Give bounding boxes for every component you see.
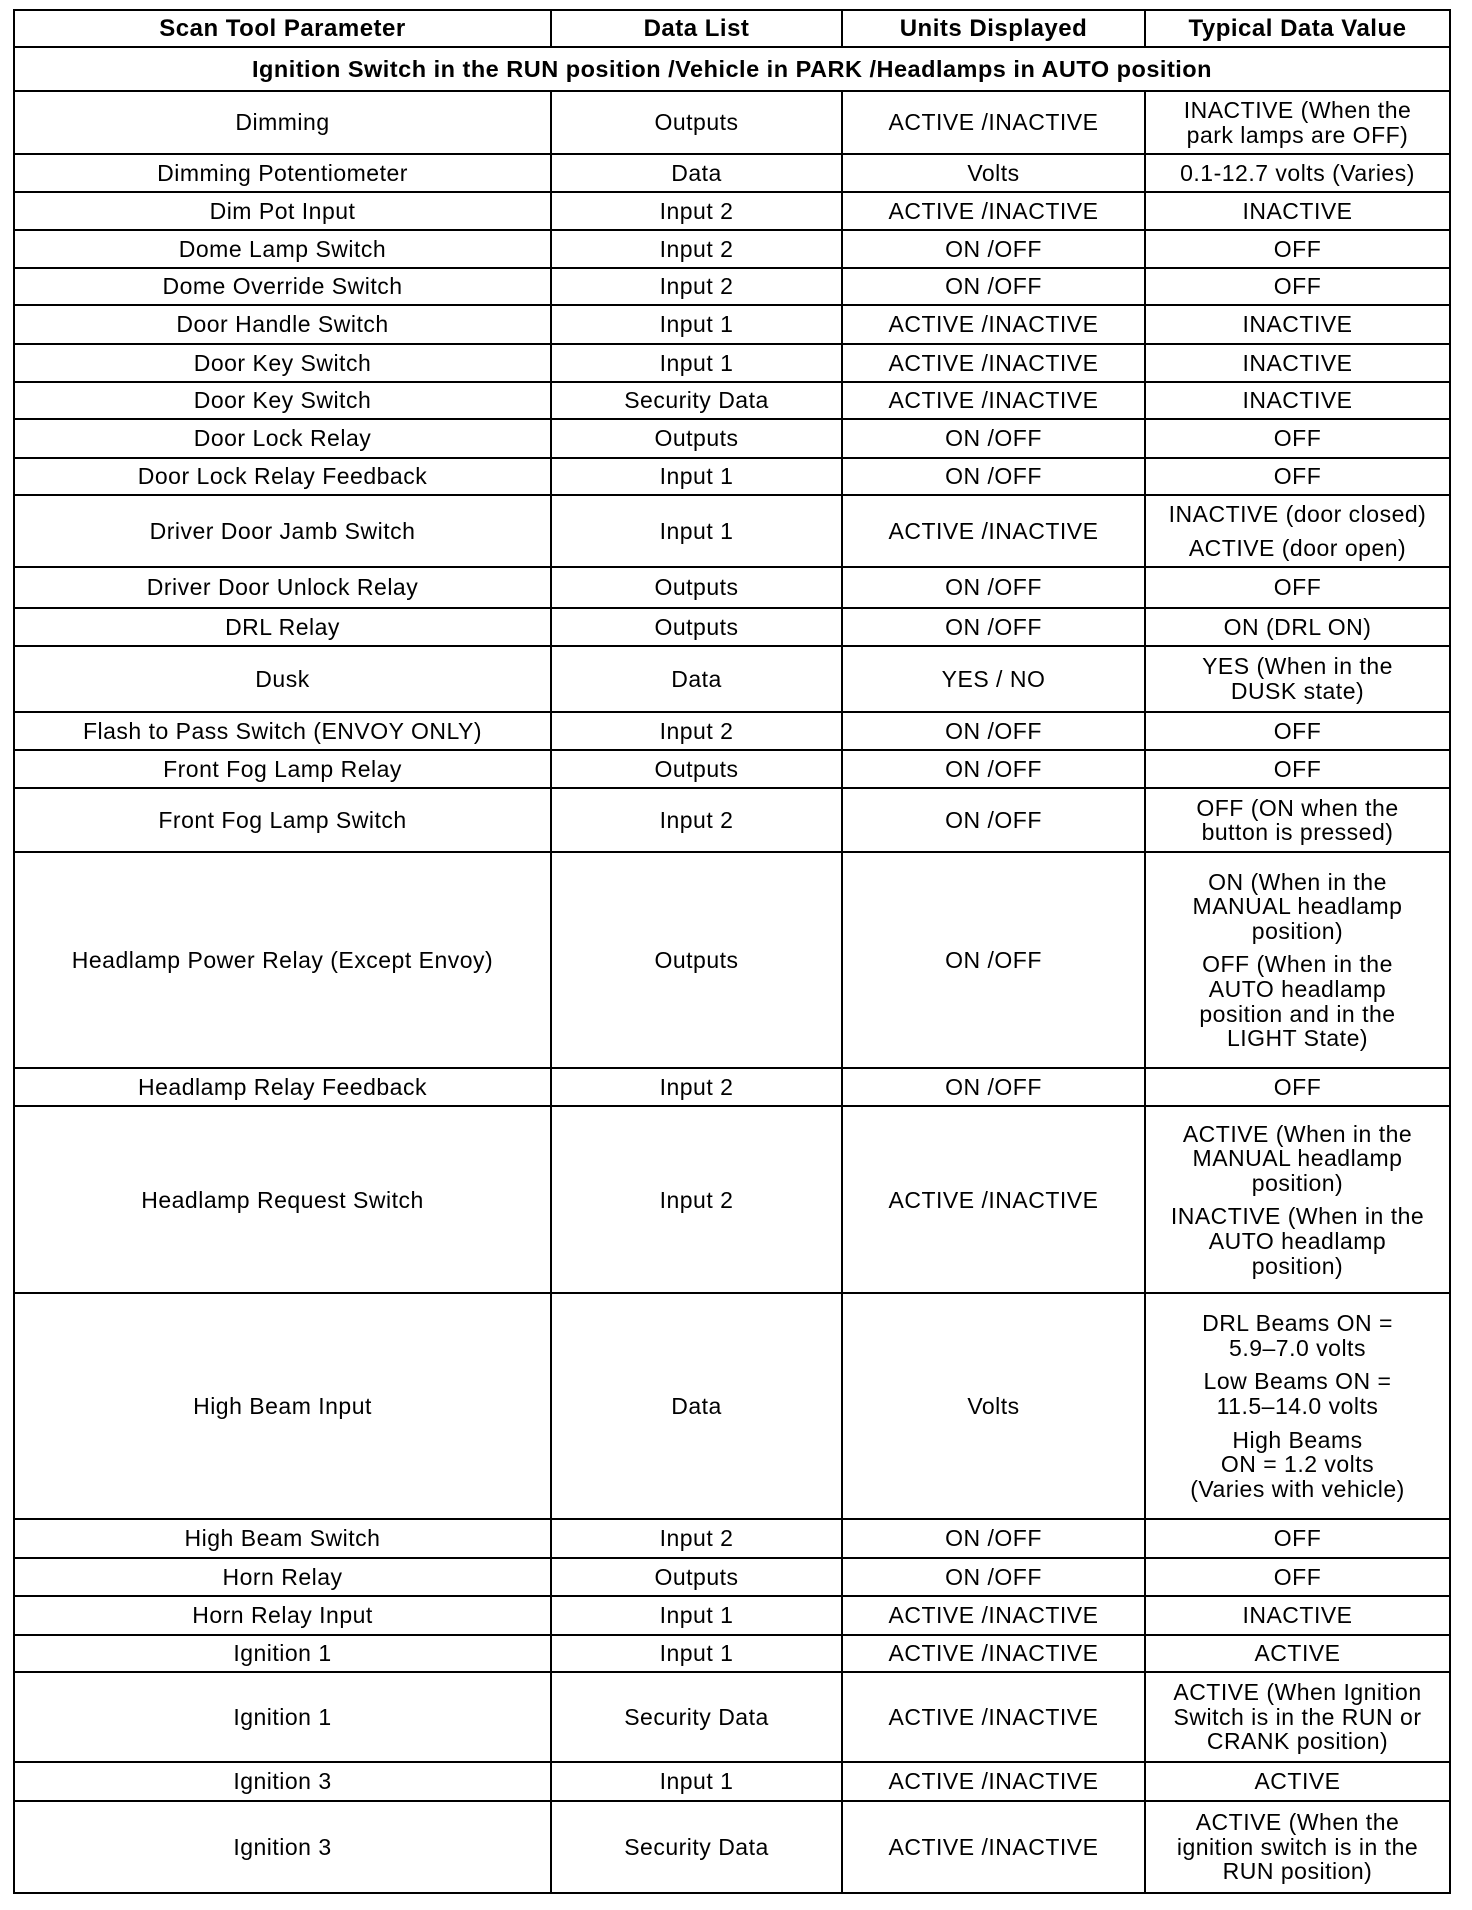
typical-value-cell: [1145, 458, 1450, 495]
typical-value-line: DRL Beams ON =: [1202, 1310, 1393, 1337]
data-list-cell: Security Data: [551, 1801, 842, 1893]
table-row: [14, 419, 1450, 457]
parameter-cell: Horn Relay: [14, 1558, 551, 1596]
typical-value-line: position): [1251, 1169, 1344, 1196]
typical-value-line: RUN position): [1222, 1858, 1373, 1885]
header-units-displayed: Units Displayed: [842, 10, 1145, 47]
table-row: [14, 1635, 1450, 1672]
typical-value-line: 11.5–14.0 volts: [1216, 1393, 1379, 1420]
parameter-cell: Door Lock Relay Feedback: [14, 458, 551, 495]
typical-value-cell: [1145, 1635, 1450, 1672]
data-list-cell: Input 1: [551, 1762, 842, 1800]
typical-value-line: ON (DRL ON): [1223, 613, 1372, 640]
typical-value-paragraph: [1150, 1075, 1445, 1100]
typical-value-line: button is pressed): [1201, 819, 1394, 846]
table-row: [14, 305, 1450, 343]
typical-value-paragraph: [1150, 1641, 1445, 1666]
typical-value-line: INACTIVE (When in the: [1170, 1203, 1425, 1230]
units-cell: ON /OFF: [842, 230, 1145, 268]
units-cell: ON /OFF: [842, 458, 1145, 495]
data-list-cell: Outputs: [551, 608, 842, 646]
typical-value-line: OFF: [1273, 273, 1322, 300]
typical-value-paragraph: [1150, 1769, 1445, 1794]
units-cell: ON /OFF: [842, 608, 1145, 646]
units-cell: ON /OFF: [842, 1519, 1145, 1557]
parameter-cell: Door Handle Switch: [14, 305, 551, 343]
typical-value-paragraph: [1150, 1603, 1445, 1628]
units-cell: ON /OFF: [842, 1558, 1145, 1596]
typical-value-line: OFF: [1273, 717, 1322, 744]
typical-value-cell: [1145, 1068, 1450, 1106]
data-list-cell: Data: [551, 646, 842, 711]
table-row: [14, 788, 1450, 852]
typical-value-line: AUTO headlamp: [1208, 975, 1387, 1002]
data-list-cell: Input 2: [551, 1519, 842, 1557]
typical-value-paragraph: [1150, 1565, 1445, 1590]
table-row: [14, 1558, 1450, 1596]
units-cell: ACTIVE /INACTIVE: [842, 1762, 1145, 1800]
typical-value-line: INACTIVE: [1242, 349, 1353, 376]
typical-value-line: ACTIVE (When Ignition: [1173, 1679, 1422, 1706]
units-cell: ON /OFF: [842, 1068, 1145, 1106]
typical-value-paragraph: [1150, 796, 1445, 845]
table-row: [14, 268, 1450, 305]
table-row: [14, 1801, 1450, 1893]
table-row: [14, 230, 1450, 268]
table-row: [14, 646, 1450, 711]
data-list-cell: Outputs: [551, 91, 842, 154]
typical-value-cell: [1145, 382, 1450, 419]
typical-value-line: ON = 1.2 volts: [1220, 1451, 1375, 1478]
typical-value-paragraph: [1150, 199, 1445, 224]
parameter-cell: Door Lock Relay: [14, 419, 551, 457]
data-list-cell: Input 1: [551, 344, 842, 382]
typical-value-line: ACTIVE: [1254, 1639, 1341, 1666]
parameter-cell: Dimming: [14, 91, 551, 154]
table-row: [14, 608, 1450, 646]
table-row: [14, 495, 1450, 567]
typical-value-cell: [1145, 154, 1450, 192]
table-row: [14, 567, 1450, 608]
typical-value-line: park lamps are OFF): [1186, 121, 1409, 148]
parameter-cell: Dim Pot Input: [14, 192, 551, 229]
units-cell: ACTIVE /INACTIVE: [842, 1672, 1145, 1763]
typical-value-cell: [1145, 1762, 1450, 1800]
data-list-cell: Outputs: [551, 750, 842, 788]
typical-value-cell: [1145, 1519, 1450, 1557]
data-list-cell: Outputs: [551, 1558, 842, 1596]
table-row: [14, 1106, 1450, 1293]
typical-value-paragraph: [1150, 575, 1445, 600]
parameter-cell: Dusk: [14, 646, 551, 711]
typical-value-cell: [1145, 712, 1450, 750]
typical-value-cell: [1145, 1293, 1450, 1519]
data-list-cell: Input 2: [551, 788, 842, 852]
parameter-cell: Ignition 1: [14, 1672, 551, 1763]
units-cell: ON /OFF: [842, 268, 1145, 305]
typical-value-cell: [1145, 567, 1450, 608]
data-list-cell: Input 1: [551, 1596, 842, 1634]
typical-value-line: INACTIVE: [1242, 197, 1353, 224]
typical-value-line: OFF: [1273, 425, 1322, 452]
typical-value-line: ACTIVE: [1254, 1768, 1341, 1795]
condition-cell: Ignition Switch in the RUN position /Vehicle in PARK /Headlamps in AUTO position: [14, 47, 1450, 91]
parameter-cell: Front Fog Lamp Relay: [14, 750, 551, 788]
typical-value-cell: [1145, 419, 1450, 457]
typical-value-paragraph: [1150, 1680, 1445, 1754]
typical-value-paragraph: [1150, 312, 1445, 337]
typical-value-line: YES (When in the: [1202, 653, 1393, 680]
data-list-cell: Input 2: [551, 1068, 842, 1106]
typical-value-paragraph: [1150, 464, 1445, 489]
table-body: [14, 47, 1450, 1893]
units-cell: ACTIVE /INACTIVE: [842, 495, 1145, 567]
typical-value-line: INACTIVE: [1242, 1602, 1353, 1629]
table-row: [14, 1672, 1450, 1763]
table-row: [14, 750, 1450, 788]
table-row: [14, 344, 1450, 382]
units-cell: ACTIVE /INACTIVE: [842, 91, 1145, 154]
table-row: [14, 154, 1450, 192]
typical-value-line: OFF: [1273, 1073, 1322, 1100]
table-row: [14, 852, 1450, 1068]
typical-value-line: OFF: [1273, 574, 1322, 601]
typical-value-cell: [1145, 1672, 1450, 1763]
parameter-cell: DRL Relay: [14, 608, 551, 646]
typical-value-paragraph: [1150, 1810, 1445, 1884]
data-list-cell: Security Data: [551, 382, 842, 419]
typical-value-cell: [1145, 788, 1450, 852]
table-row: [14, 382, 1450, 419]
typical-value-paragraph: [1150, 351, 1445, 376]
parameter-cell: High Beam Switch: [14, 1519, 551, 1557]
scan-tool-data-table: [13, 9, 1451, 1894]
typical-value-paragraph: [1150, 388, 1445, 413]
typical-value-line: ON (When in the: [1208, 868, 1387, 895]
condition-row: [14, 47, 1450, 91]
units-cell: ACTIVE /INACTIVE: [842, 1801, 1145, 1893]
data-list-cell: Input 2: [551, 192, 842, 229]
units-cell: ACTIVE /INACTIVE: [842, 1596, 1145, 1634]
typical-value-paragraph: [1150, 1311, 1445, 1360]
table-row: [14, 1293, 1450, 1519]
parameter-cell: Ignition 3: [14, 1801, 551, 1893]
units-cell: ON /OFF: [842, 567, 1145, 608]
typical-value-paragraph: [1150, 952, 1445, 1050]
parameter-cell: Ignition 3: [14, 1762, 551, 1800]
data-list-cell: Input 2: [551, 268, 842, 305]
parameter-cell: Door Key Switch: [14, 344, 551, 382]
typical-value-paragraph: [1150, 1204, 1445, 1278]
typical-value-cell: [1145, 344, 1450, 382]
typical-value-cell: [1145, 495, 1450, 567]
parameter-cell: Headlamp Power Relay (Except Envoy): [14, 852, 551, 1068]
units-cell: ACTIVE /INACTIVE: [842, 192, 1145, 229]
data-list-cell: Input 2: [551, 230, 842, 268]
units-cell: ON /OFF: [842, 419, 1145, 457]
table-row: [14, 712, 1450, 750]
typical-value-line: 0.1-12.7 volts (Varies): [1180, 159, 1415, 186]
typical-value-cell: [1145, 305, 1450, 343]
typical-value-paragraph: [1150, 1369, 1445, 1418]
typical-value-paragraph: [1150, 615, 1445, 640]
data-list-cell: Input 1: [551, 495, 842, 567]
units-cell: ACTIVE /INACTIVE: [842, 305, 1145, 343]
parameter-cell: Door Key Switch: [14, 382, 551, 419]
parameter-cell: Driver Door Unlock Relay: [14, 567, 551, 608]
typical-value-line: DUSK state): [1230, 678, 1365, 705]
parameter-cell: Headlamp Request Switch: [14, 1106, 551, 1293]
header-scan-tool-parameter: Scan Tool Parameter: [14, 10, 551, 47]
data-list-cell: Input 1: [551, 305, 842, 343]
table-row: [14, 1519, 1450, 1557]
typical-value-line: INACTIVE (When the: [1183, 97, 1412, 124]
typical-value-paragraph: [1150, 1526, 1445, 1551]
parameter-cell: Dome Lamp Switch: [14, 230, 551, 268]
data-list-cell: Outputs: [551, 567, 842, 608]
typical-value-line: 5.9–7.0 volts: [1229, 1334, 1366, 1361]
units-cell: ON /OFF: [842, 788, 1145, 852]
parameter-cell: Dome Override Switch: [14, 268, 551, 305]
typical-value-line: OFF (When in the: [1202, 951, 1393, 978]
typical-value-paragraph: [1150, 654, 1445, 703]
parameter-cell: Ignition 1: [14, 1635, 551, 1672]
units-cell: ACTIVE /INACTIVE: [842, 382, 1145, 419]
typical-value-paragraph: [1150, 426, 1445, 451]
typical-value-cell: [1145, 192, 1450, 229]
typical-value-line: position): [1251, 1252, 1344, 1279]
typical-value-line: OFF: [1273, 1525, 1322, 1552]
table-header-row: [14, 10, 1450, 47]
typical-value-line: OFF: [1273, 235, 1322, 262]
units-cell: YES / NO: [842, 646, 1145, 711]
data-list-cell: Data: [551, 1293, 842, 1519]
typical-value-cell: [1145, 852, 1450, 1068]
typical-value-line: INACTIVE: [1242, 387, 1353, 414]
typical-value-line: AUTO headlamp: [1208, 1227, 1387, 1254]
typical-value-paragraph: [1150, 502, 1445, 527]
typical-value-line: ignition switch is in the: [1176, 1833, 1419, 1860]
typical-value-line: MANUAL headlamp: [1192, 1145, 1403, 1172]
typical-value-line: OFF: [1273, 463, 1322, 490]
parameter-cell: Front Fog Lamp Switch: [14, 788, 551, 852]
typical-value-paragraph: [1150, 870, 1445, 944]
units-cell: ACTIVE /INACTIVE: [842, 344, 1145, 382]
typical-value-line: High Beams: [1232, 1426, 1363, 1453]
typical-value-line: ACTIVE (When the: [1195, 1808, 1400, 1835]
typical-value-line: OFF: [1273, 1563, 1322, 1590]
parameter-cell: Headlamp Relay Feedback: [14, 1068, 551, 1106]
typical-value-paragraph: [1150, 237, 1445, 262]
typical-value-line: ACTIVE (When in the: [1182, 1120, 1413, 1147]
typical-value-paragraph: [1150, 1428, 1445, 1502]
typical-value-line: Switch is in the RUN or: [1173, 1703, 1422, 1730]
typical-value-cell: [1145, 1596, 1450, 1634]
units-cell: ACTIVE /INACTIVE: [842, 1635, 1145, 1672]
units-cell: ACTIVE /INACTIVE: [842, 1106, 1145, 1293]
data-list-cell: Outputs: [551, 419, 842, 457]
data-list-cell: Input 1: [551, 1635, 842, 1672]
header-typical-data-value: Typical Data Value: [1145, 10, 1450, 47]
units-cell: Volts: [842, 154, 1145, 192]
typical-value-line: ACTIVE (door open): [1188, 534, 1407, 561]
data-list-cell: Security Data: [551, 1672, 842, 1763]
typical-value-cell: [1145, 1801, 1450, 1893]
typical-value-paragraph: [1150, 98, 1445, 147]
parameter-cell: Flash to Pass Switch (ENVOY ONLY): [14, 712, 551, 750]
data-list-cell: Outputs: [551, 852, 842, 1068]
parameter-cell: Driver Door Jamb Switch: [14, 495, 551, 567]
units-cell: ON /OFF: [842, 712, 1145, 750]
typical-value-paragraph: [1150, 1122, 1445, 1196]
parameter-cell: High Beam Input: [14, 1293, 551, 1519]
data-list-cell: Data: [551, 154, 842, 192]
units-cell: ON /OFF: [842, 852, 1145, 1068]
typical-value-paragraph: [1150, 719, 1445, 744]
typical-value-line: position): [1251, 917, 1344, 944]
typical-value-cell: [1145, 91, 1450, 154]
typical-value-line: position and in the: [1199, 1000, 1396, 1027]
typical-value-line: (Varies with vehicle): [1190, 1475, 1405, 1502]
typical-value-line: OFF (ON when the: [1196, 794, 1399, 821]
units-cell: ON /OFF: [842, 750, 1145, 788]
typical-value-cell: [1145, 1558, 1450, 1596]
typical-value-paragraph: [1150, 161, 1445, 186]
table-row: [14, 1596, 1450, 1634]
table-row: [14, 91, 1450, 154]
table-row: [14, 458, 1450, 495]
parameter-cell: Dimming Potentiometer: [14, 154, 551, 192]
typical-value-cell: [1145, 230, 1450, 268]
typical-value-cell: [1145, 646, 1450, 711]
typical-value-line: MANUAL headlamp: [1192, 893, 1403, 920]
parameter-cell: Horn Relay Input: [14, 1596, 551, 1634]
typical-value-line: INACTIVE (door closed): [1168, 501, 1427, 528]
header-data-list: Data List: [551, 10, 842, 47]
typical-value-cell: [1145, 268, 1450, 305]
typical-value-line: OFF: [1273, 755, 1322, 782]
units-cell: Volts: [842, 1293, 1145, 1519]
typical-value-cell: [1145, 750, 1450, 788]
data-list-cell: Input 2: [551, 712, 842, 750]
typical-value-paragraph: [1150, 536, 1445, 561]
typical-value-line: INACTIVE: [1242, 311, 1353, 338]
typical-value-line: CRANK position): [1206, 1728, 1389, 1755]
typical-value-line: Low Beams ON =: [1203, 1368, 1392, 1395]
table-row: [14, 192, 1450, 229]
typical-value-paragraph: [1150, 274, 1445, 299]
data-list-cell: Input 2: [551, 1106, 842, 1293]
typical-value-line: LIGHT State): [1226, 1025, 1369, 1052]
typical-value-cell: [1145, 608, 1450, 646]
table-row: [14, 1762, 1450, 1800]
typical-value-paragraph: [1150, 757, 1445, 782]
typical-value-cell: [1145, 1106, 1450, 1293]
table-row: [14, 1068, 1450, 1106]
data-list-cell: Input 1: [551, 458, 842, 495]
